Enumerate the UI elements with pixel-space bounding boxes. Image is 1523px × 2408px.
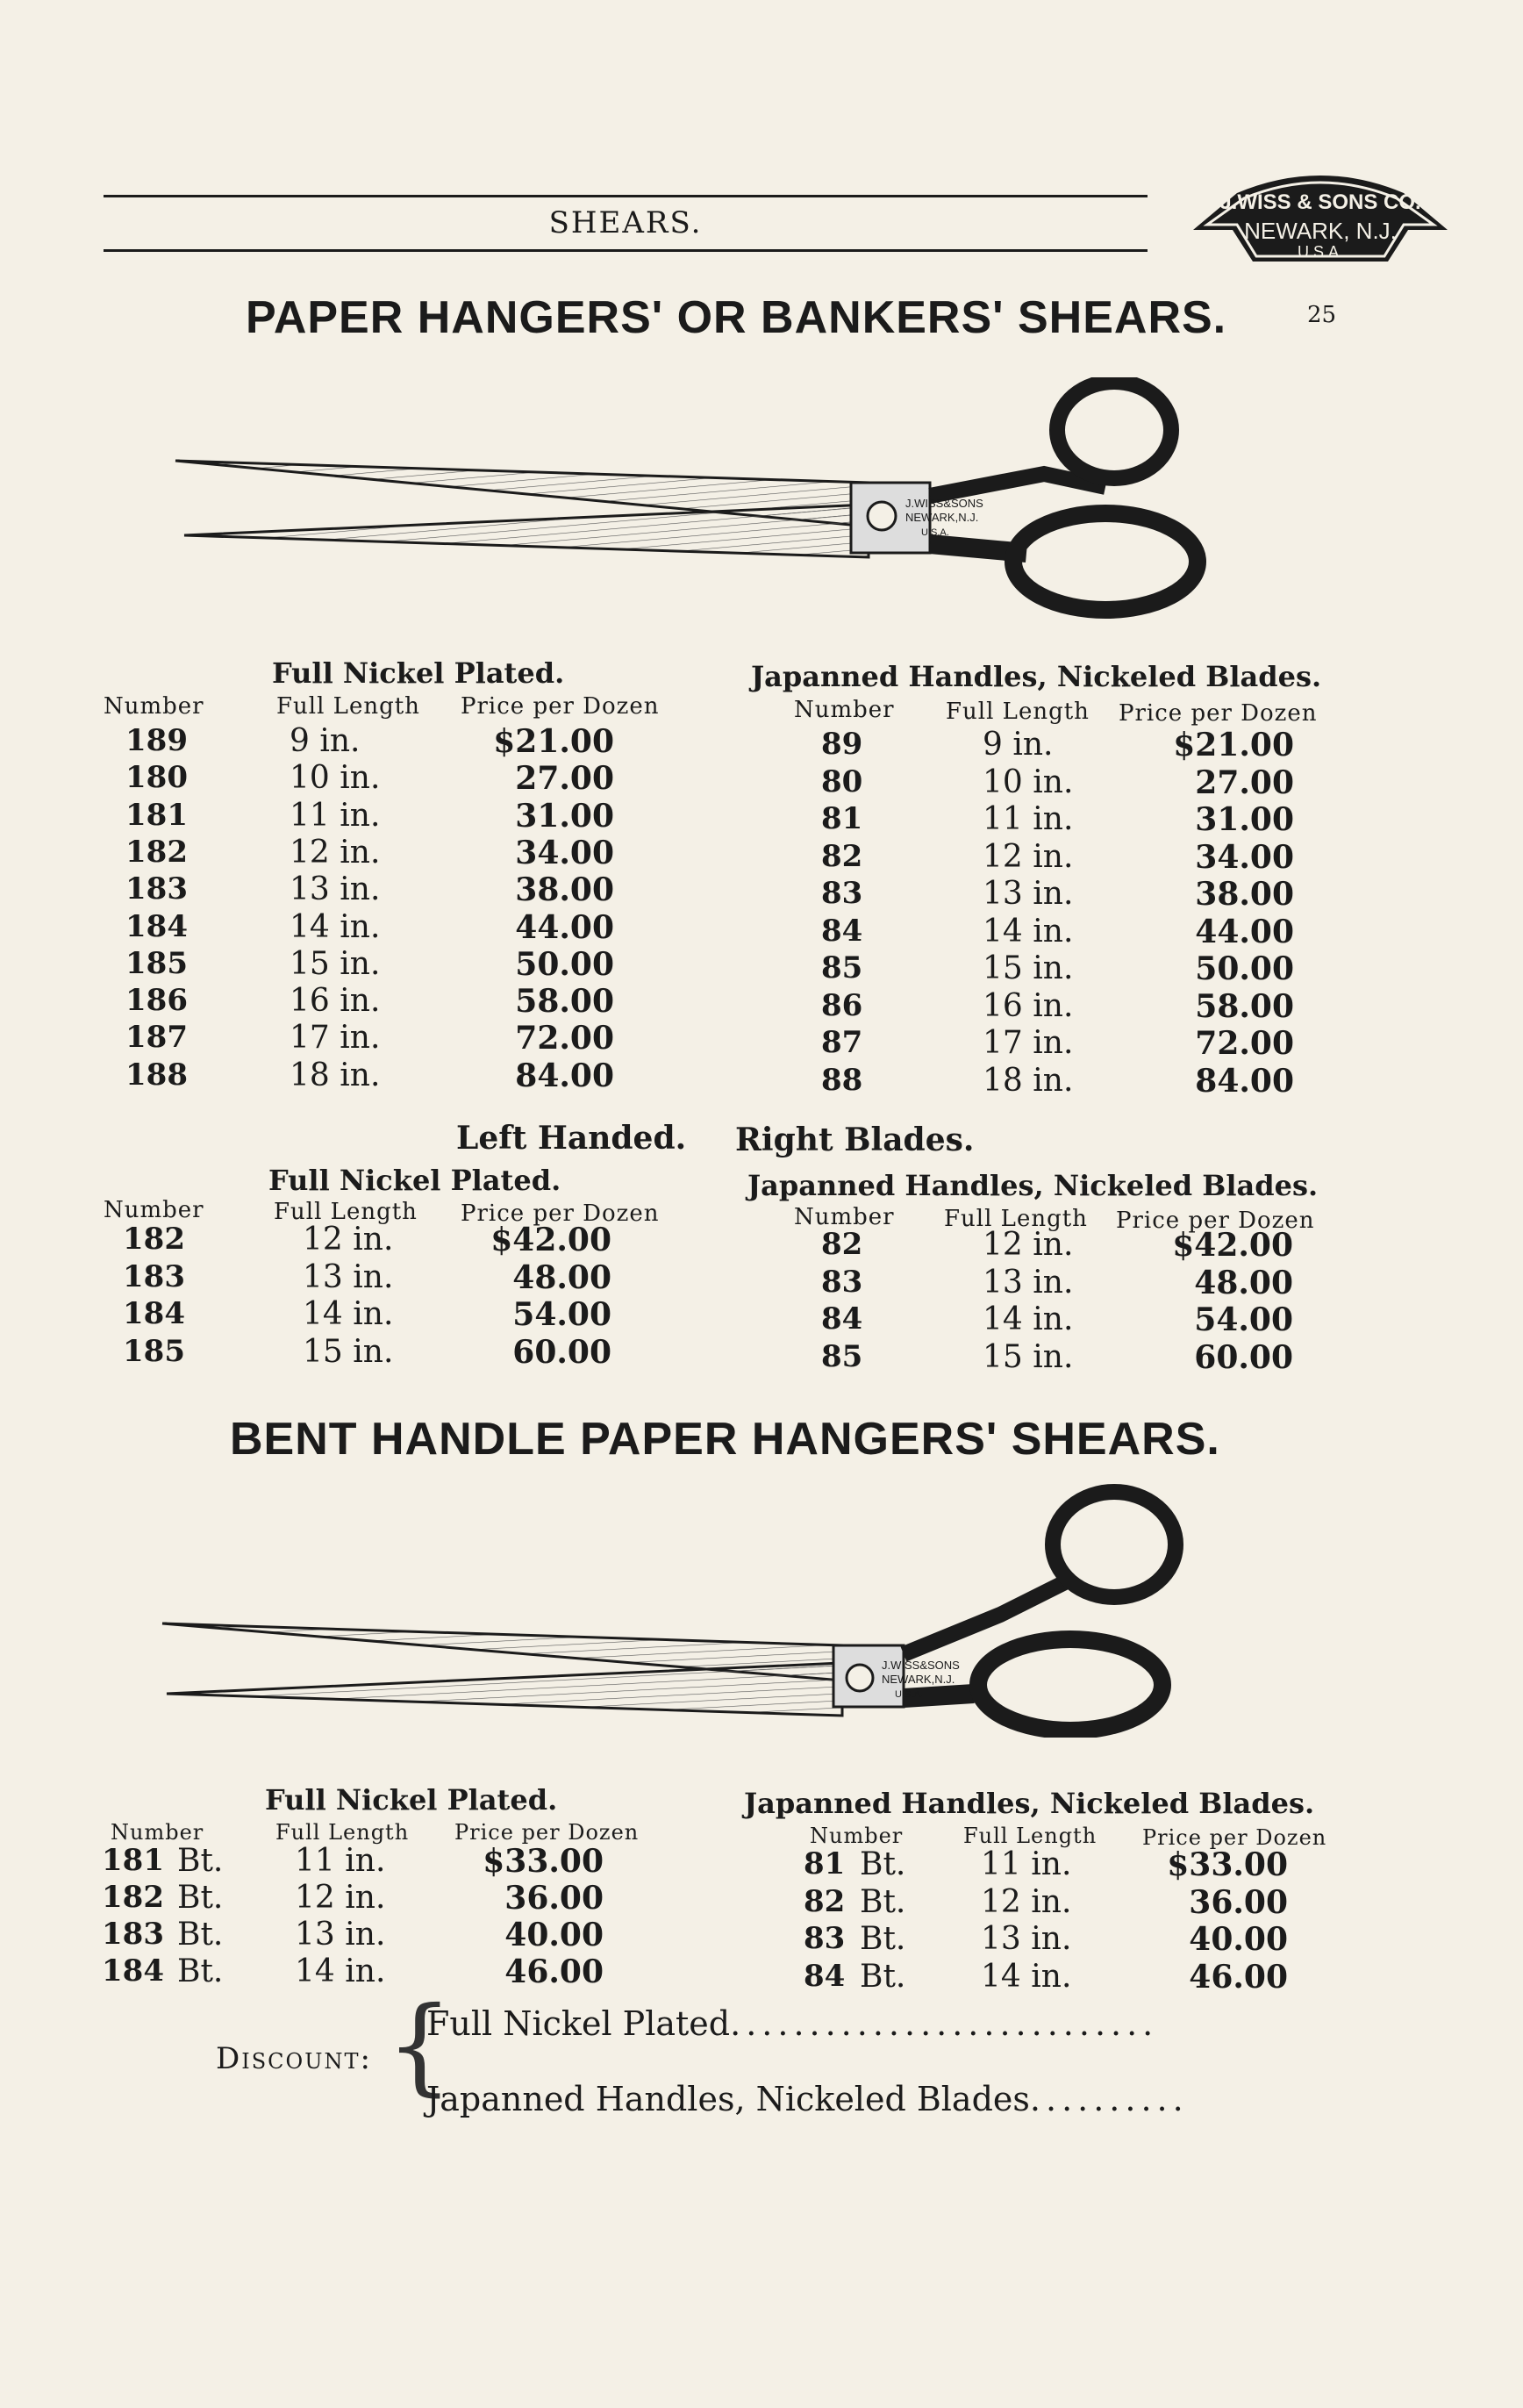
row-length: 16 in. (290, 983, 381, 1020)
straight-shears-illustration (167, 377, 1307, 658)
s1-left-subtitle: Full Nickel Plated. (272, 656, 565, 690)
lh-left-col-number: Number (104, 1197, 204, 1223)
s1-left-col-number: Number (104, 693, 204, 720)
row-price: 36.00 (504, 1880, 604, 1917)
row-length: 13 in. (981, 1921, 1072, 1957)
row-length: 11 in. (295, 1843, 386, 1879)
row-number: 82 (821, 1227, 863, 1262)
s2-left-subtitle: Full Nickel Plated. (265, 1783, 558, 1817)
row-price: 46.00 (1189, 1958, 1288, 1996)
row-number: 83 (821, 1264, 863, 1300)
row-price: 48.00 (512, 1258, 611, 1296)
maker-logo (1184, 158, 1456, 281)
row-price: $42.00 (490, 1222, 611, 1258)
row-price: 84.00 (515, 1057, 614, 1094)
row-price: $33.00 (483, 1843, 604, 1880)
s1-right-col-number: Number (794, 697, 895, 723)
row-length: 14 in. (983, 1301, 1074, 1337)
row-length: 10 in. (983, 763, 1074, 800)
row-length: 16 in. (983, 987, 1074, 1024)
row-length: 13 in. (290, 871, 381, 908)
s2-right-subtitle: Japanned Handles, Nickeled Blades. (744, 1787, 1315, 1820)
row-length: 15 in. (290, 945, 381, 982)
row-suffix: Bt. (860, 1846, 906, 1882)
row-length: 15 in. (303, 1333, 394, 1370)
lh-left-subtitle: Full Nickel Plated. (268, 1164, 561, 1197)
row-length: 9 in. (290, 723, 361, 759)
row-length: 15 in. (983, 950, 1074, 986)
row-length: 11 in. (290, 797, 381, 834)
row-length: 13 in. (303, 1258, 394, 1295)
bent-shears-illustration (158, 1483, 1298, 1738)
row-price: 58.00 (515, 983, 614, 1021)
row-price: 54.00 (512, 1296, 611, 1333)
row-price: 72.00 (1195, 1025, 1294, 1062)
left-handed-heading: Left Handed. (456, 1120, 687, 1157)
s2-right-col-length: Full Length (963, 1824, 1098, 1848)
lh-left-col-price: Price per Dozen (461, 1200, 660, 1227)
row-price: 34.00 (1195, 838, 1294, 876)
row-number: 84 (804, 1958, 846, 1994)
logo-line2: NEWARK, N.J. (1244, 218, 1397, 244)
discount-line-1 (426, 2004, 1158, 2043)
header-rule-top (104, 195, 1148, 197)
row-price: 50.00 (1195, 950, 1294, 987)
row-number: 188 (125, 1057, 188, 1093)
row-price: 44.00 (515, 908, 614, 946)
s2-right-col-price: Price per Dozen (1142, 1825, 1327, 1850)
row-length: 12 in. (290, 834, 381, 871)
row-price: 58.00 (1195, 987, 1294, 1025)
row-price: 38.00 (1195, 876, 1294, 913)
row-price: $21.00 (1173, 727, 1294, 763)
row-number: 182 (123, 1222, 185, 1257)
discount-line-1-text: Full Nickel Plated (426, 2004, 731, 2043)
s2-left-col-number: Number (111, 1820, 204, 1845)
row-number: 180 (125, 760, 188, 796)
row-price: 60.00 (512, 1333, 611, 1371)
s2-left-col-price: Price per Dozen (454, 1820, 640, 1845)
lh-left-col-length: Full Length (274, 1199, 418, 1225)
row-number: 186 (125, 983, 188, 1019)
bent-stamp-line2: NEWARK,N.J. (882, 1673, 955, 1686)
row-suffix: Bt. (177, 1880, 224, 1916)
row-price: 31.00 (1195, 801, 1294, 838)
row-price: 84.00 (1195, 1062, 1294, 1100)
row-length: 14 in. (983, 913, 1074, 950)
row-length: 17 in. (290, 1020, 381, 1057)
row-number: 189 (125, 723, 188, 758)
row-price: 44.00 (1195, 913, 1294, 950)
row-suffix: Bt. (177, 1843, 224, 1879)
right-blades-heading: Right Blades. (735, 1122, 975, 1158)
row-number: 81 (821, 801, 863, 836)
row-number: 184 (125, 908, 188, 944)
row-price: 50.00 (515, 945, 614, 983)
lh-right-col-number: Number (794, 1204, 895, 1230)
row-number: 182 (102, 1880, 164, 1915)
row-price: 27.00 (1195, 763, 1294, 801)
blade-stamp-line1: J.WISS&SONS (905, 497, 983, 510)
logo-line3: U.S.A. (1297, 243, 1344, 261)
row-length: 12 in. (983, 838, 1074, 875)
row-price: 40.00 (1189, 1921, 1288, 1958)
s2-left-col-length: Full Length (275, 1820, 410, 1845)
lh-right-col-price: Price per Dozen (1116, 1208, 1315, 1234)
row-length: 9 in. (983, 727, 1054, 763)
row-number: 81 (804, 1846, 846, 1881)
row-price: 72.00 (515, 1020, 614, 1057)
row-price: 40.00 (504, 1917, 604, 1953)
row-number: 183 (125, 871, 188, 907)
row-length: 14 in. (981, 1958, 1072, 1995)
lh-right-col-length: Full Length (944, 1206, 1088, 1232)
row-price: $33.00 (1167, 1846, 1288, 1883)
row-price: $21.00 (493, 723, 614, 760)
s1-right-col-length: Full Length (946, 699, 1090, 725)
row-number: 184 (102, 1953, 164, 1989)
running-title: SHEARS. (548, 205, 703, 240)
leader-dots: ........................... (730, 2004, 1159, 2043)
row-number: 84 (821, 913, 863, 949)
section2-title: BENT HANDLE PAPER HANGERS' SHEARS. (230, 1414, 1220, 1465)
row-price: $42.00 (1172, 1227, 1293, 1264)
discount-line-2 (426, 2080, 1189, 2118)
s1-left-col-price: Price per Dozen (461, 693, 660, 720)
row-length: 12 in. (303, 1222, 394, 1258)
section1-title: PAPER HANGERS' OR BANKERS' SHEARS. (246, 292, 1227, 343)
discount-brace: { (386, 1985, 454, 2107)
page-number: 25 (1307, 302, 1337, 328)
row-suffix: Bt. (177, 1953, 224, 1989)
blade-stamp-line3: U.S.A. (921, 527, 949, 538)
row-price: 34.00 (515, 834, 614, 871)
bent-stamp-line3: U.S.A. (895, 1689, 923, 1700)
row-number: 182 (125, 834, 188, 870)
row-price: 27.00 (515, 760, 614, 798)
row-number: 183 (123, 1258, 185, 1294)
row-length: 13 in. (983, 1264, 1074, 1301)
row-length: 11 in. (981, 1846, 1072, 1882)
row-number: 82 (821, 838, 863, 874)
discount-line-2-text: Japanned Handles, Nickeled Blades (426, 2080, 1030, 2118)
row-number: 187 (125, 1020, 188, 1056)
row-length: 13 in. (983, 876, 1074, 912)
leader-dots: .......... (1029, 2080, 1189, 2118)
lh-right-subtitle: Japanned Handles, Nickeled Blades. (747, 1169, 1319, 1202)
s1-right-subtitle: Japanned Handles, Nickeled Blades. (751, 660, 1322, 693)
row-length: 17 in. (983, 1025, 1074, 1061)
logo-line1: J.WISS & SONS CO. (1219, 190, 1421, 214)
row-length: 14 in. (295, 1953, 386, 1989)
s2-right-col-number: Number (810, 1824, 904, 1848)
row-number: 88 (821, 1062, 863, 1098)
row-number: 85 (821, 950, 863, 985)
s1-left-col-length: Full Length (276, 693, 420, 720)
row-length: 18 in. (290, 1057, 381, 1093)
row-price: 31.00 (515, 797, 614, 835)
bent-stamp-line1: J.WISS&SONS (882, 1659, 960, 1672)
row-length: 13 in. (295, 1917, 386, 1953)
row-length: 11 in. (983, 801, 1074, 837)
blade-stamp-line2: NEWARK,N.J. (905, 511, 979, 524)
row-suffix: Bt. (860, 1958, 906, 1995)
row-number: 84 (821, 1301, 863, 1337)
row-length: 14 in. (303, 1296, 394, 1332)
row-number: 80 (821, 763, 863, 799)
row-price: 54.00 (1194, 1301, 1293, 1338)
row-price: 46.00 (504, 1953, 604, 1990)
row-length: 14 in. (290, 908, 381, 945)
row-number: 181 (125, 797, 188, 833)
row-price: 38.00 (515, 871, 614, 909)
row-length: 12 in. (983, 1227, 1074, 1263)
row-number: 87 (821, 1025, 863, 1060)
row-price: 48.00 (1194, 1264, 1293, 1301)
row-number: 83 (821, 876, 863, 911)
row-number: 89 (821, 727, 863, 762)
row-price: 36.00 (1189, 1883, 1288, 1921)
row-length: 12 in. (981, 1883, 1072, 1920)
header-rule-bottom (104, 249, 1148, 252)
row-number: 82 (804, 1883, 846, 1919)
row-length: 18 in. (983, 1062, 1074, 1099)
row-length: 10 in. (290, 760, 381, 797)
row-suffix: Bt. (860, 1921, 906, 1957)
row-number: 183 (102, 1917, 164, 1952)
row-number: 86 (821, 987, 863, 1023)
row-length: 12 in. (295, 1880, 386, 1916)
row-number: 83 (804, 1921, 846, 1956)
row-price: 60.00 (1194, 1338, 1293, 1376)
row-suffix: Bt. (860, 1883, 906, 1920)
row-number: 185 (123, 1333, 185, 1369)
s1-right-col-price: Price per Dozen (1119, 700, 1318, 727)
row-number: 184 (123, 1296, 185, 1331)
row-suffix: Bt. (177, 1917, 224, 1953)
row-number: 181 (102, 1843, 164, 1878)
row-number: 185 (125, 945, 188, 981)
row-number: 85 (821, 1338, 863, 1374)
row-length: 15 in. (983, 1338, 1074, 1375)
discount-label: Discount: (216, 2041, 372, 2076)
